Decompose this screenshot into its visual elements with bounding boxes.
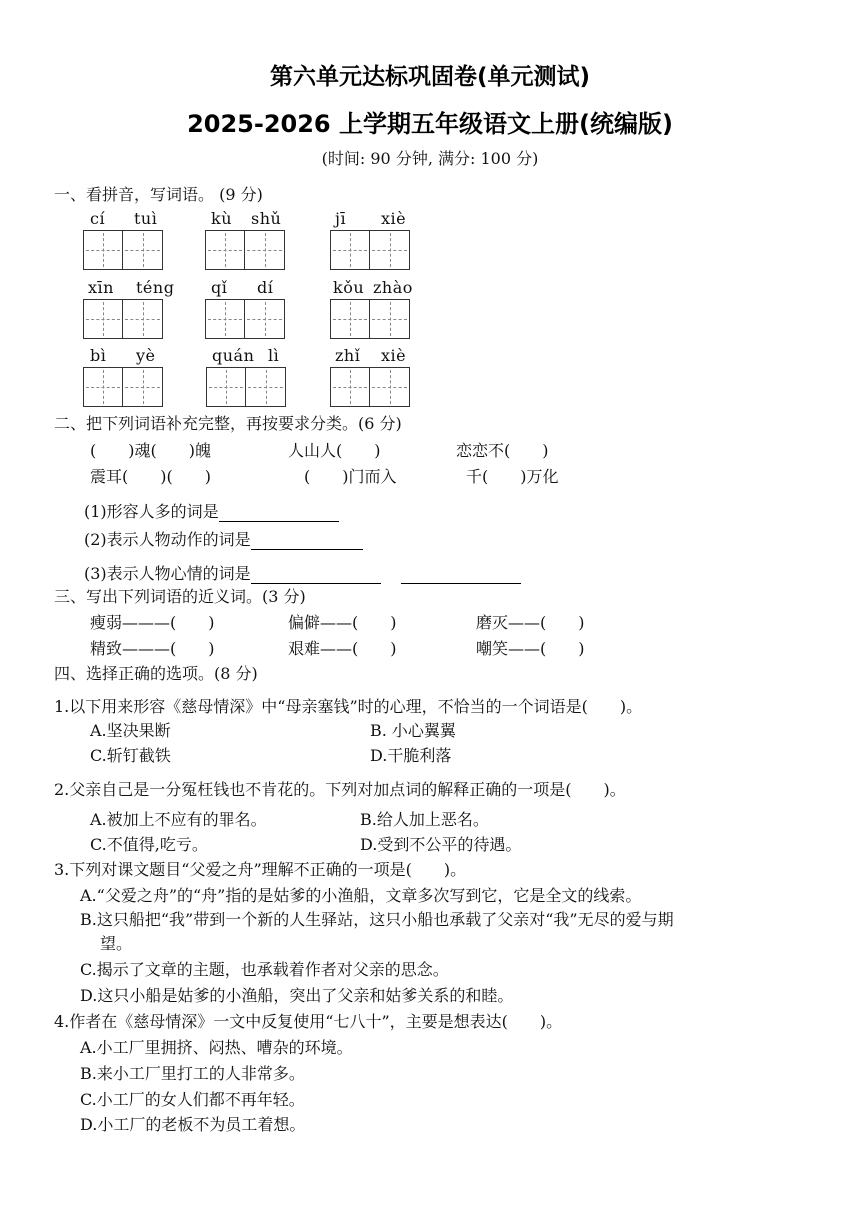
question-4-stem: 4.作者在《慈母情深》一文中反复使用“七八十”，主要是想表达( )。 [54,1012,563,1031]
option-c[interactable]: C.小工厂的女人们都不再年轻。 [80,1090,305,1109]
option-a[interactable]: A.“父爱之舟”的“舟”指的是姑爹的小渔船，文章多次写到它，它是全文的线索。 [80,886,642,905]
writing-box-6[interactable] [330,299,410,339]
classify-question-3: (3)表示人物心情的词是 [84,561,521,584]
writing-box-3[interactable] [330,230,410,270]
pinyin-6: kǒu zhào [333,278,413,297]
writing-box-5[interactable] [205,299,285,339]
section-1-heading: 一、看拼音，写词语。 (9 分) [54,185,263,204]
pinyin-9: zhǐ xiè [335,346,407,365]
option-b-continued: 望。 [100,934,133,953]
pinyin-1: cí tuì [90,209,158,228]
pinyin-8: quán lì [212,346,280,365]
idiom-blank[interactable]: 人山人( ) [288,441,381,460]
synonym-blank[interactable]: 精致———( ) [90,639,215,658]
option-a[interactable]: A.小工厂里拥挤、闷热、嘈杂的环境。 [80,1038,353,1057]
option-b[interactable]: B.来小工厂里打工的人非常多。 [80,1064,305,1083]
writing-box-2[interactable] [205,230,285,270]
option-c[interactable]: C.不值得,吃亏。 [90,835,208,854]
option-a[interactable]: A.被加上不应有的罪名。 [90,810,267,829]
pinyin-7: bì yè [90,346,156,365]
writing-box-8[interactable] [206,367,286,407]
writing-box-7[interactable] [83,367,163,407]
writing-box-9[interactable] [330,367,410,407]
section-2-heading: 二、把下列词语补充完整，再按要求分类。(6 分) [54,414,402,433]
writing-box-4[interactable] [83,299,163,339]
page-title: 第六单元达标巩固卷(单元测试) [269,64,591,90]
writing-box-1[interactable] [83,230,163,270]
question-3-stem: 3.下列对课文题目“父爱之舟”理解不正确的一项是( )。 [54,860,467,879]
answer-line[interactable] [251,567,381,584]
synonym-blank[interactable]: 偏僻——( ) [288,613,397,632]
synonym-blank[interactable]: 磨灭——( ) [476,613,585,632]
pinyin-2: kù shǔ [211,209,282,228]
classify-question-2: (2)表示人物动作的词是 [84,527,363,550]
synonym-blank[interactable]: 嘲笑——( ) [476,639,585,658]
classify-question-1: (1)形容人多的词是 [84,499,339,522]
option-b[interactable]: B. 小心翼翼 [370,721,456,740]
pinyin-4: xīn téng [88,278,175,297]
option-c[interactable]: C.斩钉截铁 [90,746,171,765]
option-d[interactable]: D.受到不公平的待遇。 [360,835,522,854]
question-2-stem: 2.父亲自己是一分冤枉钱也不肯花的。下列对加点词的解释正确的一项是( )。 [54,780,626,799]
pinyin-3: jī xiè [335,209,407,228]
option-b[interactable]: B.这只船把“我”带到一个新的人生驿站，这只小船也承载了父亲对“我”无尽的爱与期 [80,910,674,929]
option-c[interactable]: C.揭示了文章的主题，也承载着作者对父亲的思念。 [80,960,449,979]
option-b[interactable]: B.给人加上恶名。 [360,810,489,829]
synonym-blank[interactable]: 瘦弱———( ) [90,613,215,632]
answer-line[interactable] [219,505,339,522]
option-d[interactable]: D.这只小船是姑爹的小渔船，突出了父亲和姑爹关系的和睦。 [80,986,514,1005]
option-d[interactable]: D.干脆利落 [370,746,452,765]
answer-line[interactable] [251,533,363,550]
question-1-stem: 1.以下用来形容《慈母情深》中“母亲塞钱”时的心理，不恰当的一个词语是( )。 [54,697,643,716]
answer-line[interactable] [401,567,521,584]
idiom-blank[interactable]: 千( )万化 [466,467,559,486]
idiom-blank[interactable]: 恋恋不( ) [456,441,549,460]
pinyin-5: qǐ dí [211,278,274,297]
option-a[interactable]: A.坚决果断 [90,721,171,740]
idiom-blank[interactable]: ( )门而入 [304,467,397,486]
idiom-blank[interactable]: 震耳( )( ) [90,467,211,486]
section-4-heading: 四、选择正确的选项。(8 分) [54,664,258,683]
idiom-blank[interactable]: ( )魂( )魄 [90,441,211,460]
option-d[interactable]: D.小工厂的老板不为员工着想。 [80,1115,306,1134]
page-subtitle: 2025-2026 上学期五年级语文上册(统编版) [187,110,673,138]
section-3-heading: 三、写出下列词语的近义词。(3 分) [54,587,306,606]
exam-info: (时间: 90 分钟, 满分: 100 分) [321,149,539,168]
synonym-blank[interactable]: 艰难——( ) [288,639,397,658]
